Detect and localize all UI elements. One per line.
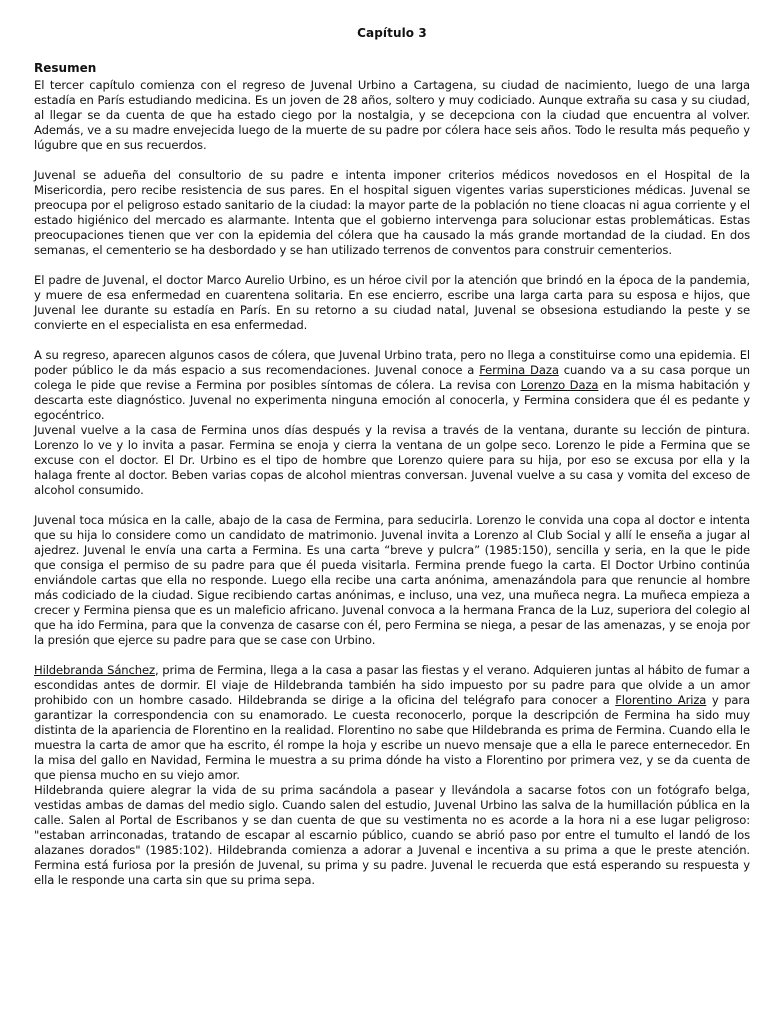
link-hildebranda-sanchez[interactable]: Hildebranda Sánchez <box>34 663 155 677</box>
paragraph-7-text-a: , prima de Fermina, llega a la casa a pasar las fiestas y el verano. Adquieren juntas al hábito de fumar a escondidas antes de dormir. El viaje de Hildebranda también ha sido impuesto por su padre para que olvide a un amor prohibido con un hombre casado. Hildebranda se dirige a la oficina del telégrafo para conocer a <box>34 663 750 707</box>
paragraph-7-text-b: y para garantizar la correspondencia con su enamorado. Le cuesta reconocerlo, porque la descripción de Fermina ha sido muy distinta de la apariencia de Florentino en la realidad. Florentino no sabe que Hildebranda es prima de Fermina. Cuando ella le muestra la carta de amor que ha escrito, él rompe la hoja y escribe un nuevo mensaje que a ella le parece enternecedor. En la misa del gallo en Navidad, Fermina le muestra a su prima dónde ha visto a Florentino por primera vez, y se da cuenta de que piensa mucho en su viejo amor. <box>34 693 751 782</box>
paragraph-3: El padre de Juvenal, el doctor Marco Aurelio Urbino, es un héroe civil por la atención que brindó en la época de la pandemia, y muere de esa enfermedad en cuarentena solitaria. En ese encierro, escribe una larga carta para su esposa e hijos, que Juvenal lee durante su estadía en París. En su retorno a su ciudad natal, Juvenal se obsesiona estudiando la peste y se convierte en el especialista en esa enfermedad. <box>34 273 750 332</box>
paragraph-8: Hildebranda quiere alegrar la vida de su prima sacándola a pasear y llevándola a sacarse fotos con un fotógrafo belga, vestidas ambas de damas del medio siglo. Cuando salen del estudio, Juvenal Urbino las salva de la humillación pública en la calle. Salen al Portal de Escribanos y se dan cuenta de que su vestimenta no es acorde a la hora ni a ese lugar peligroso: "estaban arrinconadas, tratando de escapar al escarnio público, cuando se abrió paso por entre el tumulto el landó de los alazanes dorados" (1985:102). Hildebranda comienza a adorar a Juvenal e incentiva a su prima a que le preste atención. Fermina está furiosa por la presión de Juvenal, su prima y su padre. Juvenal le recuerda que está esperando su respuesta y ella le responde una carta sin que su prima sepa. <box>34 783 750 887</box>
link-lorenzo-daza[interactable]: Lorenzo Daza <box>520 378 599 392</box>
chapter-title: Capítulo 3 <box>357 26 427 40</box>
link-fermina-daza[interactable]: Fermina Daza <box>479 363 559 377</box>
document-page <box>34 26 750 888</box>
paragraph-4-text-b: cuando va a su casa porque un colega le pide que revise a Fermina por posibles síntomas de cólera. La revisa con <box>34 363 750 392</box>
paragraph-4-text-c: en la misma habitación y descarta este diagnóstico. Juvenal no experimenta ninguna emoción al conocerla, y Fermina considera que él es pedante y egocéntrico. <box>34 378 750 422</box>
link-florentino-ariza[interactable]: Florentino Ariza <box>615 693 707 707</box>
paragraph-1: El tercer capítulo comienza con el regreso de Juvenal Urbino a Cartagena, su ciudad de nacimiento, luego de una larga estadía en París estudiando medicina. Es un joven de 28 años, soltero y muy codiciado. Aunque extraña su casa y su ciudad, al llegar se da cuenta de que ha estado ciego por la nostalgia, y se decepciona con la ciudad que encuentra al volver. Además, ve a su madre envejecida luego de la muerte de su padre por cólera hace seis años. Todo le resulta más pequeño y lúgubre que en sus recuerdos. <box>34 78 750 152</box>
paragraph-4 <box>34 348 750 423</box>
paragraph-4-text-a: A su regreso, aparecen algunos casos de cólera, que Juvenal Urbino trata, pero no llega a constituirse como una epidemia. El poder público le da más espacio a sus recomendaciones. Juvenal conoce a <box>34 348 750 377</box>
paragraph-6: Juvenal toca música en la calle, abajo de la casa de Fermina, para seducirla. Lorenzo le convida una copa al doctor e intenta que su hija lo considere como un candidato de matrimonio. Juvenal invita a Lorenzo al Club Social y allí le enseña a jugar al ajedrez. Juvenal le envía una carta a Fermina. Es una carta “breve y pulcra” (1985:150), sencilla y seria, en la que le pide que consiga el permiso de su padre para que él pueda visitarla. Fermina prende fuego la carta. El Doctor Urbino continúa enviándole cartas que ella no responde. Luego ella recibe una carta anónima, amenazándola para que renuncie al hombre más codiciado de la ciudad. Sigue recibiendo cartas anónimas, e incluso, una vez, una muñeca negra. La muñeca empieza a crecer y Fermina piensa que es un maleficio africano. Juvenal convoca a la hermana Franca de la Luz, superiora del colegio al que ha ido Fermina, para que la convenza de casarse con él, pero Fermina se niega, a pesar de las amenazas, y se enoja por la presión que ejerce su padre para que se case con Urbino. <box>34 513 750 647</box>
paragraph-5: Juvenal vuelve a la casa de Fermina unos días después y la revisa a través de la ventana, durante su lección de pintura. Lorenzo lo ve y lo invita a pasar. Fermina se enoja y cierra la ventana de un golpe seco. Lorenzo le pide a Fermina que se excuse con el doctor. El Dr. Urbino es el tipo de hombre que Lorenzo quiere para su hija, por eso se excusa por ella y la halaga frente al doctor. Beben varias copas de alcohol mientras conversan. Juvenal vuelve a su casa y vomita del exceso de alcohol consumido. <box>34 423 750 497</box>
paragraph-2: Juvenal se adueña del consultorio de su padre e intenta imponer criterios médicos novedosos en el Hospital de la Misericordia, pero recibe resistencia de sus pares. En el hospital siguen vigentes varias supersticiones médicas. Juvenal se preocupa por el peligroso estado sanitario de la ciudad: la mayor parte de la población no tiene cloacas ni agua corriente y el estado higiénico del mercado es alarmante. Intenta que el gobierno intervenga para solucionar estas problemáticas. Estas preocupaciones tienen que ver con la epidemia del cólera que ha causado la más grande mortandad de la ciudad. En dos semanas, el cementerio se ha desbordado y se han utilizado terrenos de conventos para construir cementerios. <box>34 168 750 257</box>
paragraph-7 <box>34 663 750 783</box>
section-heading: Resumen <box>34 61 97 75</box>
